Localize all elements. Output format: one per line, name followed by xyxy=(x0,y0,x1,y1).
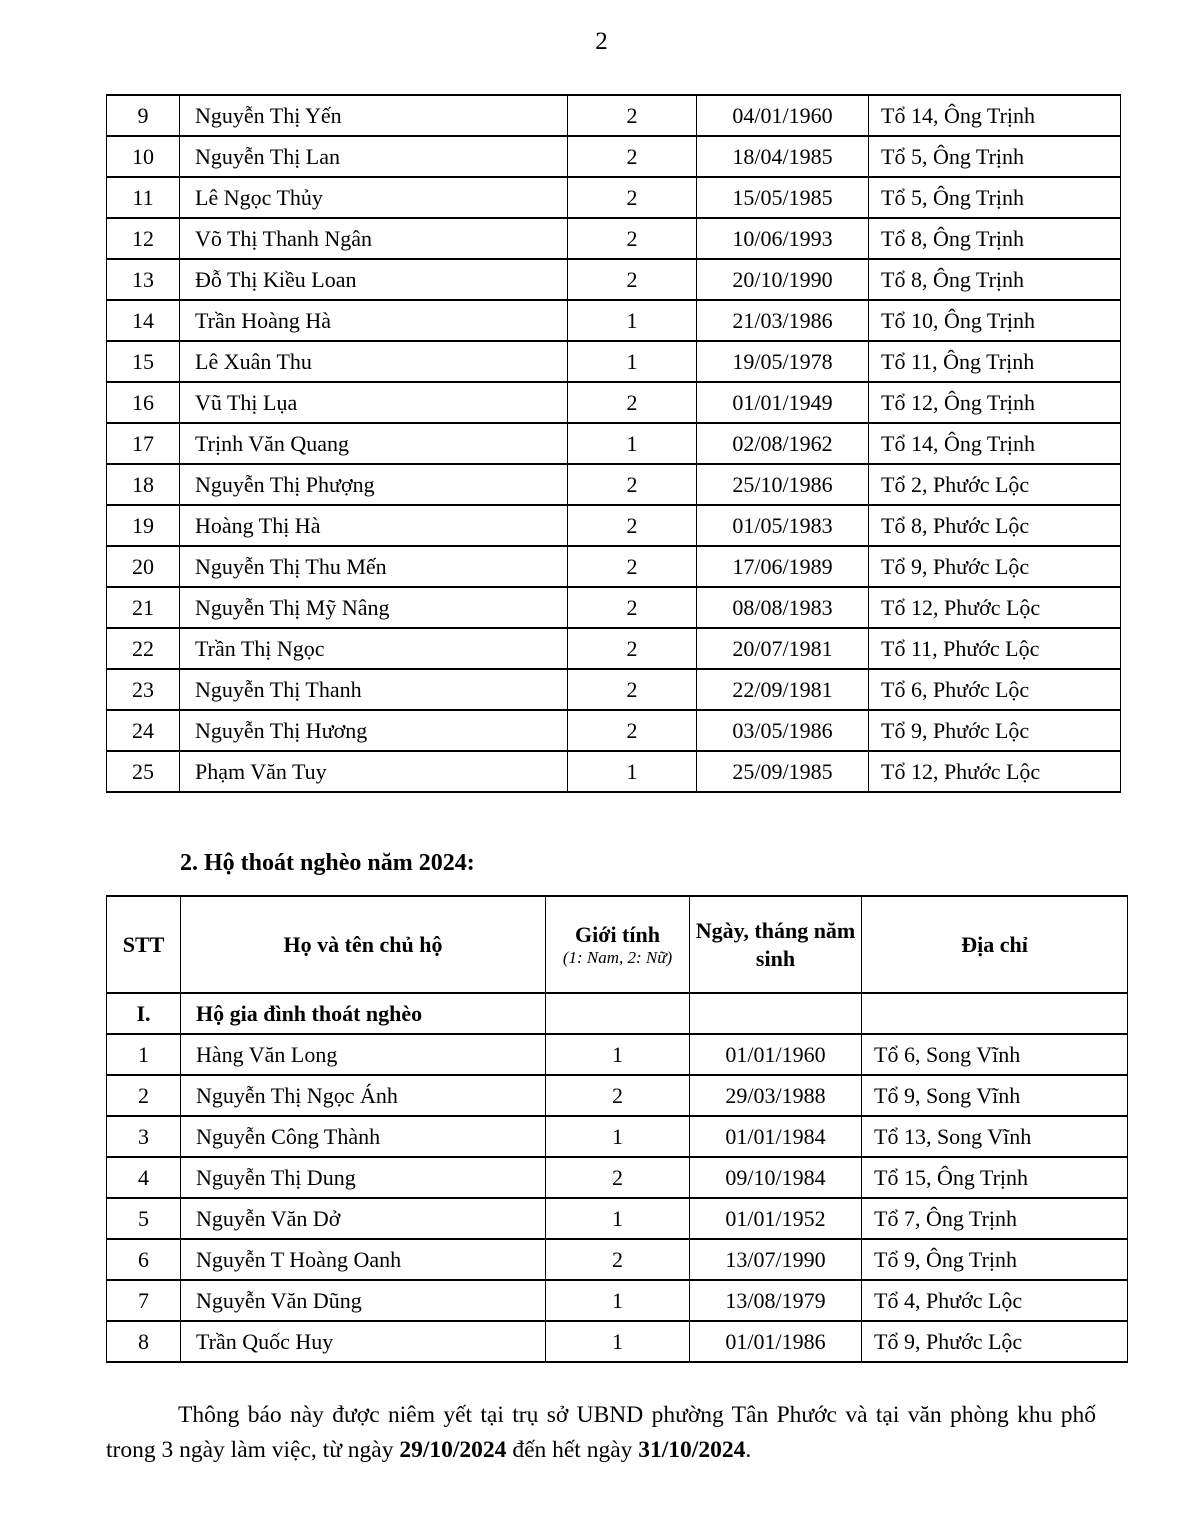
escaped-poverty-table xyxy=(106,895,1128,1363)
cell-gender: 2 xyxy=(568,218,697,259)
cell-stt: 8 xyxy=(107,1321,181,1362)
header-name: Họ và tên chủ hộ xyxy=(181,896,546,993)
cell-gender: 1 xyxy=(546,1321,690,1362)
table-row xyxy=(107,259,1121,300)
table-row xyxy=(107,751,1121,792)
cell-gender: 2 xyxy=(546,1075,690,1116)
cell-dob: 18/04/1985 xyxy=(697,136,869,177)
cell-gender: 2 xyxy=(546,1157,690,1198)
cell-address: Tổ 9, Phước Lộc xyxy=(869,546,1121,587)
cell-dob: 19/05/1978 xyxy=(697,341,869,382)
cell-gender: 2 xyxy=(568,95,697,136)
cell-gender: 2 xyxy=(568,505,697,546)
header-gender xyxy=(546,896,690,993)
cell-name: Nguyễn Thị Lan xyxy=(180,136,568,177)
cell-address: Tổ 11, Phước Lộc xyxy=(869,628,1121,669)
table-row xyxy=(107,1239,1128,1280)
cell-gender: 2 xyxy=(568,587,697,628)
cell-name: Nguyễn Thị Ngọc Ánh xyxy=(181,1075,546,1116)
cell-name: Nguyễn Văn Dở xyxy=(181,1198,546,1239)
cell-dob: 13/07/1990 xyxy=(690,1239,862,1280)
section-row-empty-address xyxy=(862,993,1128,1034)
cell-gender: 1 xyxy=(546,1034,690,1075)
cell-dob: 01/01/1984 xyxy=(690,1116,862,1157)
table-row xyxy=(107,1321,1128,1362)
table-row xyxy=(107,587,1121,628)
table-row xyxy=(107,1157,1128,1198)
cell-dob: 01/01/1949 xyxy=(697,382,869,423)
table-row xyxy=(107,1075,1128,1116)
cell-address: Tổ 12, Phước Lộc xyxy=(869,751,1121,792)
cell-gender: 2 xyxy=(546,1239,690,1280)
cell-address: Tổ 14, Ông Trịnh xyxy=(869,423,1121,464)
cell-gender: 2 xyxy=(568,177,697,218)
cell-name: Trịnh Văn Quang xyxy=(180,423,568,464)
table-row xyxy=(107,1280,1128,1321)
poor-households-table xyxy=(106,94,1121,793)
cell-stt: 16 xyxy=(107,382,180,423)
cell-address: Tổ 9, Song Vĩnh xyxy=(862,1075,1128,1116)
cell-name: Lê Ngọc Thủy xyxy=(180,177,568,218)
cell-dob: 01/05/1983 xyxy=(697,505,869,546)
cell-address: Tổ 5, Ông Trịnh xyxy=(869,177,1121,218)
cell-dob: 08/08/1983 xyxy=(697,587,869,628)
cell-name: Nguyễn Thị Yến xyxy=(180,95,568,136)
cell-gender: 1 xyxy=(568,300,697,341)
table-row xyxy=(107,1116,1128,1157)
cell-address: Tổ 4, Phước Lộc xyxy=(862,1280,1128,1321)
cell-stt: 25 xyxy=(107,751,180,792)
table-row xyxy=(107,710,1121,751)
cell-stt: 4 xyxy=(107,1157,181,1198)
table-row xyxy=(107,546,1121,587)
cell-dob: 10/06/1993 xyxy=(697,218,869,259)
header-stt: STT xyxy=(107,896,181,993)
poor-households-table-body xyxy=(107,95,1121,792)
cell-stt: 3 xyxy=(107,1116,181,1157)
cell-gender: 2 xyxy=(568,464,697,505)
cell-gender: 1 xyxy=(546,1280,690,1321)
cell-dob: 20/10/1990 xyxy=(697,259,869,300)
cell-gender: 2 xyxy=(568,136,697,177)
cell-name: Hoàng Thị Hà xyxy=(180,505,568,546)
cell-gender: 1 xyxy=(568,423,697,464)
cell-stt: 11 xyxy=(107,177,180,218)
header-row xyxy=(107,896,1128,993)
cell-dob: 15/05/1985 xyxy=(697,177,869,218)
cell-name: Phạm Văn Tuy xyxy=(180,751,568,792)
cell-dob: 29/03/1988 xyxy=(690,1075,862,1116)
cell-name: Trần Thị Ngọc xyxy=(180,628,568,669)
cell-gender: 1 xyxy=(546,1198,690,1239)
cell-dob: 04/01/1960 xyxy=(697,95,869,136)
cell-name: Nguyễn Thị Thanh xyxy=(180,669,568,710)
notice-start-date: 29/10/2024 xyxy=(399,1437,507,1463)
section-heading: 2. Hộ thoát nghèo năm 2024: xyxy=(180,850,475,876)
cell-name: Trần Hoàng Hà xyxy=(180,300,568,341)
cell-stt: 13 xyxy=(107,259,180,300)
cell-name: Nguyễn T Hoàng Oanh xyxy=(181,1239,546,1280)
cell-dob: 20/07/1981 xyxy=(697,628,869,669)
cell-gender: 2 xyxy=(568,710,697,751)
cell-address: Tổ 9, Phước Lộc xyxy=(869,710,1121,751)
cell-gender: 2 xyxy=(568,546,697,587)
cell-name: Nguyễn Thị Phượng xyxy=(180,464,568,505)
table-row xyxy=(107,177,1121,218)
escaped-poverty-table-body xyxy=(107,993,1128,1362)
cell-address: Tổ 6, Phước Lộc xyxy=(869,669,1121,710)
section-row-label: Hộ gia đình thoát nghèo xyxy=(181,993,546,1034)
cell-name: Nguyễn Văn Dũng xyxy=(181,1280,546,1321)
cell-address: Tổ 13, Song Vĩnh xyxy=(862,1116,1128,1157)
cell-dob: 25/09/1985 xyxy=(697,751,869,792)
notice-text-1: Thông báo này được niêm yết tại trụ sở UBND phường Tân Phước và tại văn phòng khu phố trong 3 ngày làm việc, từ ngày xyxy=(106,1402,1096,1463)
cell-dob: 01/01/1952 xyxy=(690,1198,862,1239)
cell-address: Tổ 10, Ông Trịnh xyxy=(869,300,1121,341)
cell-gender: 2 xyxy=(568,628,697,669)
cell-stt: 10 xyxy=(107,136,180,177)
cell-stt: 6 xyxy=(107,1239,181,1280)
cell-dob: 01/01/1986 xyxy=(690,1321,862,1362)
cell-address: Tổ 15, Ông Trịnh xyxy=(862,1157,1128,1198)
header-dob: Ngày, tháng năm sinh xyxy=(690,896,862,993)
cell-gender: 2 xyxy=(568,259,697,300)
section-row xyxy=(107,993,1128,1034)
escaped-poverty-table-head xyxy=(107,896,1128,993)
cell-dob: 17/06/1989 xyxy=(697,546,869,587)
cell-address: Tổ 2, Phước Lộc xyxy=(869,464,1121,505)
cell-address: Tổ 8, Ông Trịnh xyxy=(869,259,1121,300)
cell-stt: 24 xyxy=(107,710,180,751)
cell-dob: 21/03/1986 xyxy=(697,300,869,341)
cell-gender: 2 xyxy=(568,382,697,423)
cell-stt: 2 xyxy=(107,1075,181,1116)
cell-name: Trần Quốc Huy xyxy=(181,1321,546,1362)
notice-paragraph xyxy=(106,1398,1096,1468)
cell-gender: 1 xyxy=(568,341,697,382)
cell-dob: 22/09/1981 xyxy=(697,669,869,710)
cell-address: Tổ 11, Ông Trịnh xyxy=(869,341,1121,382)
cell-stt: 1 xyxy=(107,1034,181,1075)
cell-stt: 7 xyxy=(107,1280,181,1321)
cell-dob: 01/01/1960 xyxy=(690,1034,862,1075)
header-address: Địa chỉ xyxy=(862,896,1128,993)
cell-name: Nguyễn Thị Dung xyxy=(181,1157,546,1198)
cell-name: Nguyễn Thị Mỹ Nâng xyxy=(180,587,568,628)
cell-address: Tổ 6, Song Vĩnh xyxy=(862,1034,1128,1075)
table-row xyxy=(107,1034,1128,1075)
cell-address: Tổ 7, Ông Trịnh xyxy=(862,1198,1128,1239)
cell-stt: 14 xyxy=(107,300,180,341)
cell-stt: 18 xyxy=(107,464,180,505)
notice-text-2: đến hết ngày xyxy=(506,1437,639,1463)
table-row xyxy=(107,669,1121,710)
notice-end-date: 31/10/2024 xyxy=(638,1437,746,1463)
cell-address: Tổ 12, Ông Trịnh xyxy=(869,382,1121,423)
cell-address: Tổ 9, Phước Lộc xyxy=(862,1321,1128,1362)
cell-name: Lê Xuân Thu xyxy=(180,341,568,382)
table-row xyxy=(107,423,1121,464)
table-row xyxy=(107,300,1121,341)
cell-gender: 1 xyxy=(568,751,697,792)
cell-stt: 5 xyxy=(107,1198,181,1239)
cell-stt: 12 xyxy=(107,218,180,259)
cell-dob: 25/10/1986 xyxy=(697,464,869,505)
cell-gender: 1 xyxy=(546,1116,690,1157)
cell-name: Hàng Văn Long xyxy=(181,1034,546,1075)
header-gender-note: (1: Nam, 2: Nữ) xyxy=(562,948,673,968)
cell-name: Nguyễn Thị Thu Mến xyxy=(180,546,568,587)
cell-address: Tổ 9, Ông Trịnh xyxy=(862,1239,1128,1280)
cell-stt: 9 xyxy=(107,95,180,136)
cell-address: Tổ 8, Ông Trịnh xyxy=(869,218,1121,259)
cell-stt: 21 xyxy=(107,587,180,628)
table-row xyxy=(107,136,1121,177)
cell-dob: 02/08/1962 xyxy=(697,423,869,464)
table-row xyxy=(107,218,1121,259)
cell-name: Đỗ Thị Kiều Loan xyxy=(180,259,568,300)
table-row xyxy=(107,382,1121,423)
table-row xyxy=(107,628,1121,669)
cell-stt: 22 xyxy=(107,628,180,669)
cell-name: Vũ Thị Lụa xyxy=(180,382,568,423)
table-row xyxy=(107,1198,1128,1239)
cell-dob: 03/05/1986 xyxy=(697,710,869,751)
section-row-empty-gender xyxy=(546,993,690,1034)
cell-address: Tổ 8, Phước Lộc xyxy=(869,505,1121,546)
notice-text-3: . xyxy=(745,1437,752,1463)
page-number: 2 xyxy=(595,28,608,55)
cell-stt: 20 xyxy=(107,546,180,587)
cell-stt: 23 xyxy=(107,669,180,710)
table-row xyxy=(107,341,1121,382)
cell-dob: 09/10/1984 xyxy=(690,1157,862,1198)
cell-dob: 13/08/1979 xyxy=(690,1280,862,1321)
section-row-empty-dob xyxy=(690,993,862,1034)
cell-stt: 15 xyxy=(107,341,180,382)
cell-address: Tổ 5, Ông Trịnh xyxy=(869,136,1121,177)
cell-address: Tổ 12, Phước Lộc xyxy=(869,587,1121,628)
table-row xyxy=(107,464,1121,505)
header-gender-title: Giới tính xyxy=(575,921,660,947)
cell-stt: 19 xyxy=(107,505,180,546)
section-row-number: I. xyxy=(107,993,181,1034)
table-row xyxy=(107,505,1121,546)
cell-name: Nguyễn Thị Hương xyxy=(180,710,568,751)
cell-gender: 2 xyxy=(568,669,697,710)
table-row xyxy=(107,95,1121,136)
cell-stt: 17 xyxy=(107,423,180,464)
cell-address: Tổ 14, Ông Trịnh xyxy=(869,95,1121,136)
cell-name: Võ Thị Thanh Ngân xyxy=(180,218,568,259)
cell-name: Nguyễn Công Thành xyxy=(181,1116,546,1157)
